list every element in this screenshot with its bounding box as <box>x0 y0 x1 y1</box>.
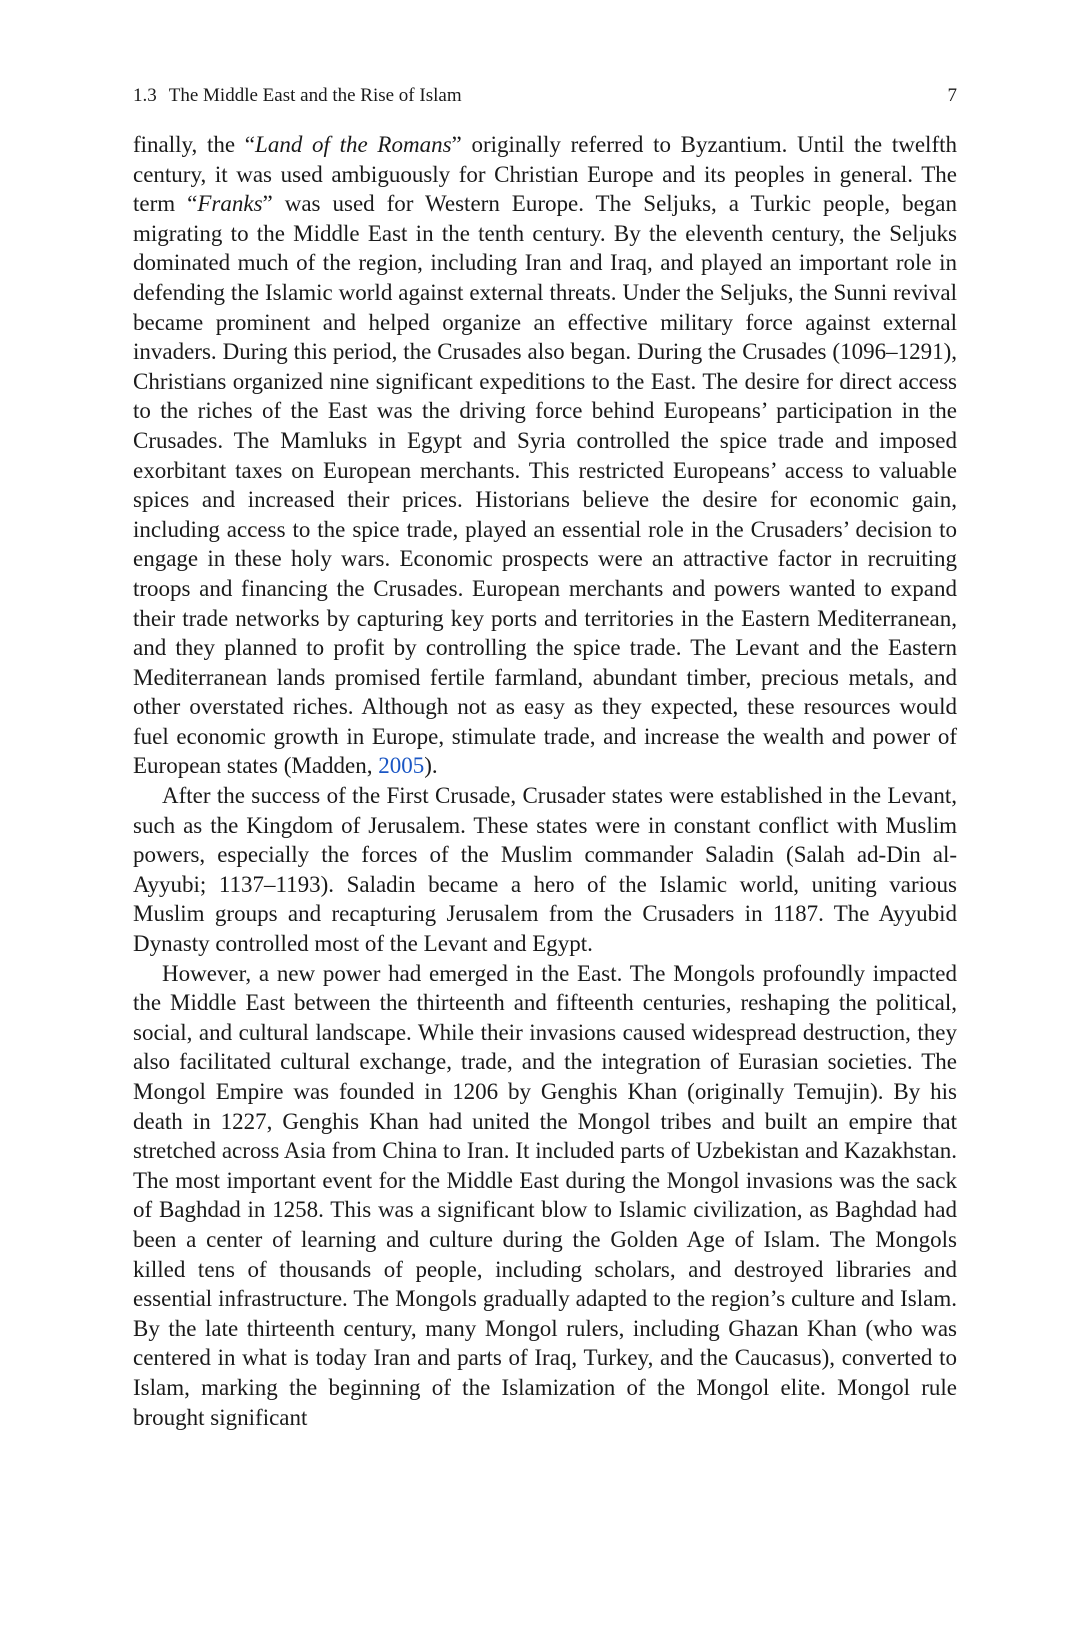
running-header <box>133 84 957 108</box>
paragraph-1-part-2: ” originally referred to Byzantium. Until the twelfth century, it was used ambiguously for Christian Europe and its peoples in general. The term “ <box>133 132 957 217</box>
citation-link-madden-2005[interactable]: 2005 <box>378 753 425 779</box>
paragraph-3: However, a new power had emerged in the East. The Mongols profoundly impacted the Middle East between the thirteenth and fifteenth centuries, reshaping the political, social, and cultural landscape. While their invasions caused widespread destruction, they also facilitated cultural exchange, trade, and the integration of Eurasian societies. The Mongol Empire was founded in 1206 by Genghis Khan (originally Temujin). By his death in 1227, Genghis Khan had united the Mongol tribes and built an empire that stretched across Asia from China to Iran. It included parts of Uzbekistan and Kazakhstan. The most important event for the Middle East during the Mongol invasions was the sack of Baghdad in 1258. This was a significant blow to Islamic civilization, as Baghdad had been a center of learning and culture during the Golden Age of Islam. The Mongols killed tens of thousands of people, including scholars, and destroyed libraries and essential infrastructure. The Mongols gradually adapted to the region’s culture and Islam. By the late thirteenth century, many Mongol rulers, including Ghazan Khan (who was centered in what is today Iran and parts of Iraq, Turkey, and the Caucasus), converted to Islam, marking the beginning of the Islamization of the Mongol elite. Mongol rule brought significant <box>133 960 957 1430</box>
paragraph-1-part-1: finally, the “ <box>133 132 256 157</box>
section-number: 1.3 <box>133 85 157 106</box>
paragraph-1-part-4: ). <box>424 753 438 779</box>
document-page <box>133 84 957 1432</box>
page-number: 7 <box>947 85 957 106</box>
paragraph-2: After the success of the First Crusade, Crusader states were established in the Levant, such as the Kingdom of Jerusalem. These states were in constant conflict with Muslim powers, especially the forces of the Muslim commander Saladin (Salah ad-Din al-Ayyubi; 1137–1193). Saladin became a hero of the Islamic world, uniting various Muslim groups and recapturing Jerusalem from the Crusaders in 1187. The Ayyubid Dynasty controlled most of the Levant and Egypt. <box>133 783 957 957</box>
paragraph-1-part-3: ” was used for Western Europe. The Seljuks, a Turkic people, began migrating to the Middle East in the tenth century. By the eleventh century, the Seljuks dominated much of the region, including Iran and Iraq, and played an important role in defending the Islamic world against external threats. Under the Seljuks, the Sunni revival became prominent and helped organize an effective military force against external invaders. During this period, the Crusades also began. During the Crusades (1096–1291), Christians organized nine significant expeditions to the East. The desire for direct access to the riches of the East was the driving force behind Europeans’ participation in the Crusades. The Mamluks in Egypt and Syria controlled the spice trade and imposed exorbitant taxes on European merchants. This restricted Europeans’ access to valuable spices and increased their prices. Historians believe the desire for economic gain, including access to the spice trade, played an essential role in the Crusaders’ decision to engage in these holy wars. Economic prospects were an attractive factor in recruiting troops and financing the Crusades. European merchants and powers wanted to expand their trade networks by capturing key ports and territories in the Eastern Mediterranean, and they planned to profit by controlling the spice trade. The Levant and the Eastern Mediterranean lands promised fertile farmland, abundant timber, precious metals, and other overstated riches. Although not as easy as they expected, these resources would fuel economic growth in Europe, stimulate trade, and increase the wealth and power of European states (Madden, <box>133 191 957 779</box>
section-title: The Middle East and the Rise of Islam <box>168 85 462 106</box>
body-text <box>133 130 957 1432</box>
running-header-title <box>133 84 462 108</box>
term-land-of-the-romans: Land of the Romans <box>255 132 452 157</box>
term-franks: Franks <box>197 191 263 217</box>
paragraph-1 <box>133 130 957 781</box>
